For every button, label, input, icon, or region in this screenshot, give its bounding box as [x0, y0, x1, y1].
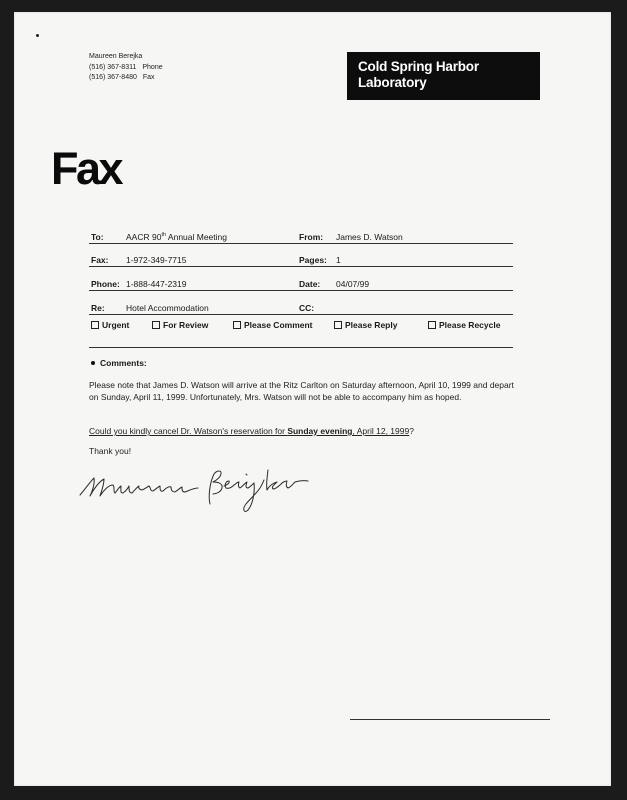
fax-title: Fax	[51, 143, 122, 194]
re-label: Re:	[91, 303, 105, 313]
checkbox-label: Urgent	[102, 320, 130, 330]
row-rule	[89, 314, 513, 315]
to-field	[91, 232, 104, 242]
sender-phone-number: (516) 367-8311	[89, 63, 137, 71]
checkbox-icon[interactable]	[233, 321, 241, 329]
re-field	[91, 303, 105, 313]
from-field	[299, 232, 323, 242]
phone-field	[91, 279, 120, 289]
checkbox-urgent[interactable]	[91, 320, 129, 330]
pages-label: Pages:	[299, 255, 327, 265]
date-value: 04/07/99	[336, 279, 370, 289]
to-value-sup: th	[161, 232, 167, 239]
question-text: Could you kindly cancel Dr. Watson's reservation for	[89, 426, 288, 436]
handwritten-signature	[74, 452, 334, 522]
logo-line-2: Laboratory	[358, 75, 427, 90]
sender-phone-label: Phone	[142, 63, 163, 71]
comments-question	[89, 426, 414, 436]
comments-heading	[91, 358, 147, 368]
checkbox-label: Please Reply	[345, 320, 398, 330]
checkbox-label: Please Recycle	[439, 320, 501, 330]
checkbox-for-review[interactable]	[152, 320, 208, 330]
phone-value: 1-888-447-2319	[126, 279, 187, 289]
sender-phone	[89, 63, 163, 74]
question-date: , April 12, 1999	[352, 426, 410, 436]
checkbox-icon[interactable]	[334, 321, 342, 329]
section-rule	[89, 347, 513, 348]
pages-field	[299, 255, 327, 265]
fax-field	[91, 255, 108, 265]
bullet-icon	[91, 361, 95, 365]
page-mark	[36, 34, 39, 37]
row-rule	[89, 290, 513, 291]
date-field	[299, 279, 320, 289]
comments-paragraph: Please note that James D. Watson will arrive at the Ritz Carlton on Saturday afternoon, April 10, 1999 and depart on Sunday, April 11, 1999. Unfortunately, Mrs. Watson will not be able to accompany him as hoped.	[89, 380, 514, 402]
checkbox-please-comment[interactable]	[233, 320, 313, 330]
to-label: To:	[91, 232, 104, 242]
row-rule	[89, 243, 513, 244]
from-value: James D. Watson	[336, 232, 403, 242]
sender-fax	[89, 73, 163, 84]
checkbox-icon[interactable]	[152, 321, 160, 329]
sender-fax-number: (516) 367-8480	[89, 74, 137, 81]
pages-value: 1	[336, 255, 341, 265]
to-value-rest: Annual Meeting	[166, 232, 227, 242]
bottom-rule	[350, 719, 550, 720]
checkbox-icon[interactable]	[91, 321, 99, 329]
re-value: Hotel Accommodation	[126, 303, 209, 313]
checkbox-icon[interactable]	[428, 321, 436, 329]
to-value	[126, 232, 227, 242]
from-label: From:	[299, 232, 324, 242]
question-bold: Sunday evening	[287, 426, 353, 436]
row-rule	[89, 266, 513, 267]
phone-label: Phone:	[91, 279, 120, 289]
comments-heading-text: Comments:	[100, 358, 147, 368]
cshl-logo	[347, 52, 540, 100]
closing-text: Thank you!	[89, 446, 132, 456]
cc-label: CC:	[299, 303, 315, 313]
to-value-main: AACR 90	[126, 232, 162, 242]
sender-fax-label: Fax	[142, 74, 155, 81]
cc-field	[299, 303, 314, 313]
sender-name: Maureen Berejka	[89, 53, 143, 60]
checkbox-please-recycle[interactable]	[428, 320, 500, 330]
date-label: Date:	[299, 279, 321, 289]
checkbox-please-reply[interactable]	[334, 320, 397, 330]
checkbox-label: Please Comment	[244, 320, 313, 330]
checkbox-label: For Review	[163, 320, 209, 330]
fax-value: 1-972-349-7715	[126, 255, 187, 265]
question-mark: ?	[409, 426, 414, 436]
logo-line-1: Cold Spring Harbor	[358, 59, 479, 74]
sender-block	[89, 52, 163, 84]
fax-label: Fax:	[91, 255, 109, 265]
